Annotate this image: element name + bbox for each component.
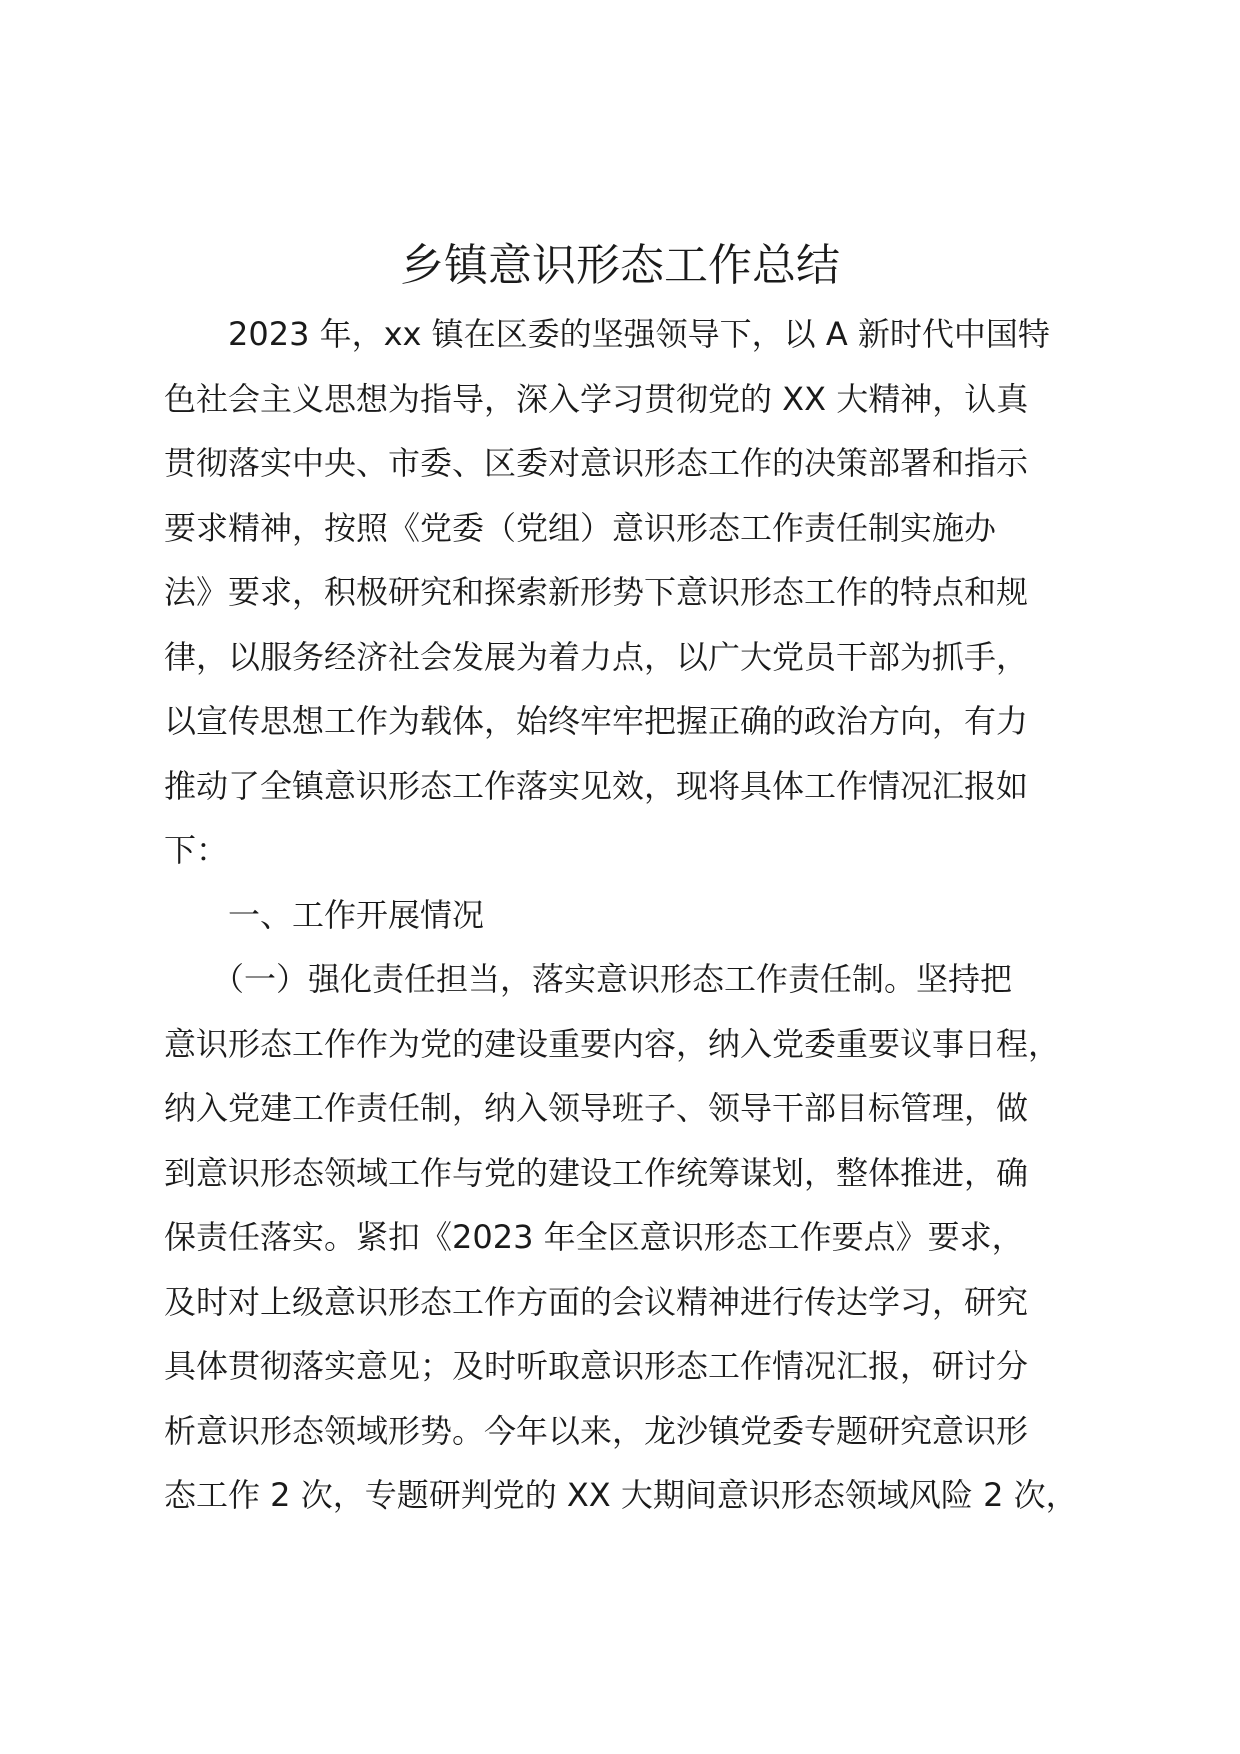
document-title: 乡镇意识形态工作总结 bbox=[400, 240, 840, 291]
body-line: 2023 年，xx 镇在区委的坚强领导下，以 A 新时代中国特 bbox=[164, 315, 1050, 353]
body-line: 色社会主义思想为指导，深入学习贯彻党的 XX 大精神，认真 bbox=[164, 379, 1029, 418]
body-line: 纳入党建工作责任制，纳入领导班子、领导干部目标管理，做 bbox=[164, 1089, 1029, 1127]
document-body bbox=[164, 302, 1124, 1528]
body-line: 意识形态工作作为党的建设重要内容，纳入党委重要议事日程， bbox=[164, 1024, 1061, 1063]
body-line: （一）强化责任担当，落实意识形态工作责任制。坚持把 bbox=[164, 960, 1013, 998]
body-line: 到意识形态领域工作与党的建设工作统筹谋划，整体推进，确 bbox=[164, 1153, 1029, 1192]
body-line: 具体贯彻落实意见；及时听取意识形态工作情况汇报，研讨分 bbox=[164, 1347, 1029, 1385]
body-line: 及时对上级意识形态工作方面的会议精神进行传达学习，研究 bbox=[164, 1282, 1029, 1321]
body-line: 贯彻落实中央、市委、区委对意识形态工作的决策部署和指示 bbox=[164, 444, 1029, 482]
body-line: 态工作 2 次，专题研判党的 XX 大期间意识形态领域风险 2 次， bbox=[164, 1476, 1078, 1514]
body-line: 法》要求，积极研究和探索新形势下意识形态工作的特点和规 bbox=[164, 573, 1029, 611]
body-line: 律，以服务经济社会发展为着力点，以广大党员干部为抓手， bbox=[164, 637, 1029, 676]
body-line: 析意识形态领域形势。今年以来，龙沙镇党委专题研究意识形 bbox=[164, 1411, 1029, 1450]
body-line: 下： bbox=[164, 831, 229, 869]
body-line: 保责任落实。紧扣《2023 年全区意识形态工作要点》要求， bbox=[164, 1218, 1024, 1256]
body-line: 以宣传思想工作为载体，始终牢牢把握正确的政治方向，有力 bbox=[164, 702, 1029, 740]
body-line: 推动了全镇意识形态工作落实见效，现将具体工作情况汇报如 bbox=[164, 766, 1029, 805]
body-line: 要求精神，按照《党委（党组）意识形态工作责任制实施办 bbox=[164, 508, 997, 547]
section-heading: 一、工作开展情况 bbox=[164, 895, 485, 934]
